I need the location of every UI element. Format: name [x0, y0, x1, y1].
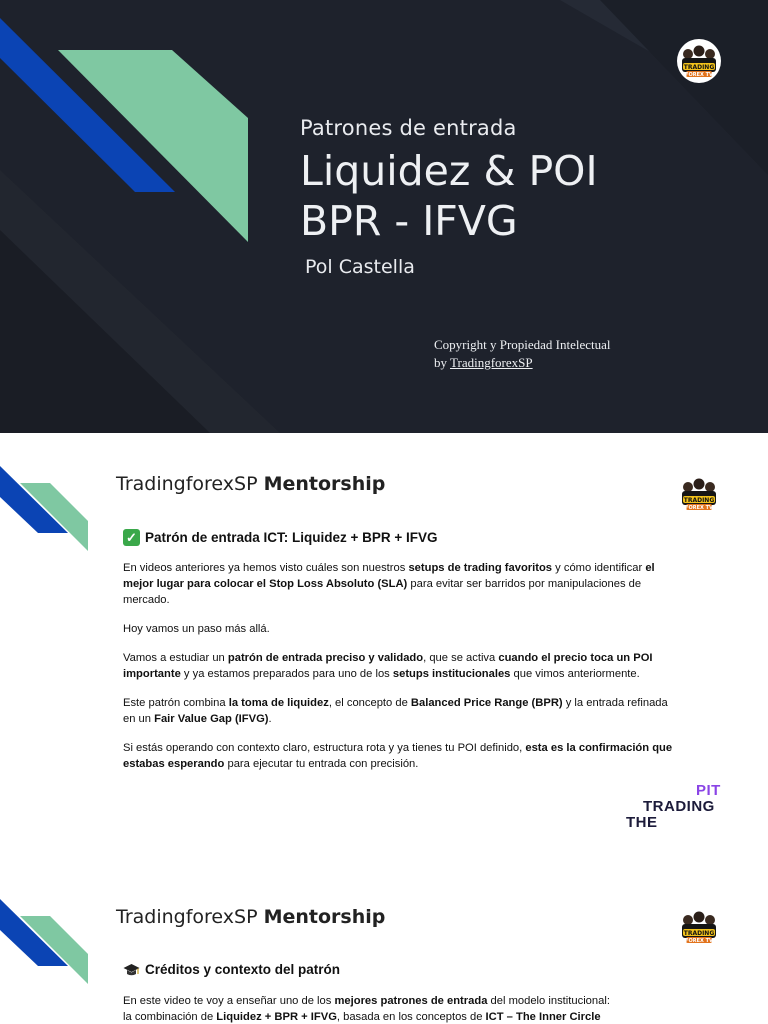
presentation-title — [300, 146, 598, 246]
paragraph: Este patrón combina la toma de liquidez, el concepto de Balanced Price Range (BPR) y la entrada refinada en un Fair Value Gap (IFVG). — [123, 697, 668, 725]
paragraph: Hoy vamos un paso más allá. — [123, 623, 270, 635]
paragraph: Si estás operando con contexto claro, estructura rota y ya tienes tu POI definido, esta es la confirmación que estabas esperando para ejecutar tu entrada con precisión. — [123, 742, 673, 770]
check-icon: ✓ — [123, 529, 140, 546]
paragraph: Vamos a estudiar un patrón de entrada preciso y validado, que se activa cuando el precio toca un POI importante y ya estamos preparados para uno de los setups institucionales que vimos anteriormente. — [123, 652, 653, 680]
copyright-text: Copyright y Propiedad Intelectual — [434, 337, 611, 352]
tradingforex-logo — [676, 38, 722, 84]
title-slide — [0, 0, 768, 433]
green-stripe — [58, 50, 248, 242]
slide-body-text — [123, 993, 703, 1024]
copyright-byline: by TradingforexSP — [434, 355, 533, 370]
presentation-subtitle: Patrones de entrada — [300, 116, 517, 140]
mentorship-slide-1 — [0, 433, 768, 858]
section-title: Créditos y contexto del patrón — [123, 962, 340, 977]
corner-decoration — [0, 866, 100, 996]
tradingforex-logo — [676, 904, 722, 950]
paragraph-line: la combinación de Liquidez + BPR + IFVG, basada en los conceptos de ICT – The Inner Circle — [123, 1011, 601, 1023]
title-line-2: BPR - IFVG — [300, 197, 518, 245]
mentorship-header: TradingforexSP Mentorship — [116, 473, 386, 495]
svg-text:FOREX TV: FOREX TV — [685, 938, 713, 944]
mentorship-slide-2 — [0, 866, 768, 1024]
tradingforex-logo — [676, 471, 722, 517]
copyright-notice — [434, 336, 611, 372]
svg-text:TRADING: TRADING — [683, 930, 715, 937]
graduation-cap-icon — [123, 963, 140, 977]
slide-body-text — [123, 560, 683, 785]
svg-text:TRADING: TRADING — [683, 497, 715, 504]
svg-text:TRADING: TRADING — [683, 64, 715, 71]
section-title: ✓ Patrón de entrada ICT: Liquidez + BPR + IFVG — [123, 529, 438, 546]
paragraph: En videos anteriores ya hemos visto cuáles son nuestros setups de trading favoritos y cómo identificar el mejor lugar para colocar el Stop Loss Absoluto (SLA) para evitar ser barridos por manipulaciones de mercado. — [123, 562, 655, 606]
svg-text:FOREX TV: FOREX TV — [685, 505, 713, 511]
author-name: Pol Castella — [305, 256, 415, 278]
tradingforexsp-link[interactable]: TradingforexSP — [450, 355, 533, 370]
mentorship-header: TradingforexSP Mentorship — [116, 906, 386, 928]
svg-text:FOREX TV: FOREX TV — [685, 72, 713, 78]
the-pit-trading-logo: PIT TRADING THE — [626, 782, 721, 831]
title-line-1: Liquidez & POI — [300, 147, 598, 195]
corner-decoration — [0, 433, 100, 563]
paragraph-line: En este video te voy a enseñar uno de los mejores patrones de entrada del modelo institucional: — [123, 995, 610, 1007]
